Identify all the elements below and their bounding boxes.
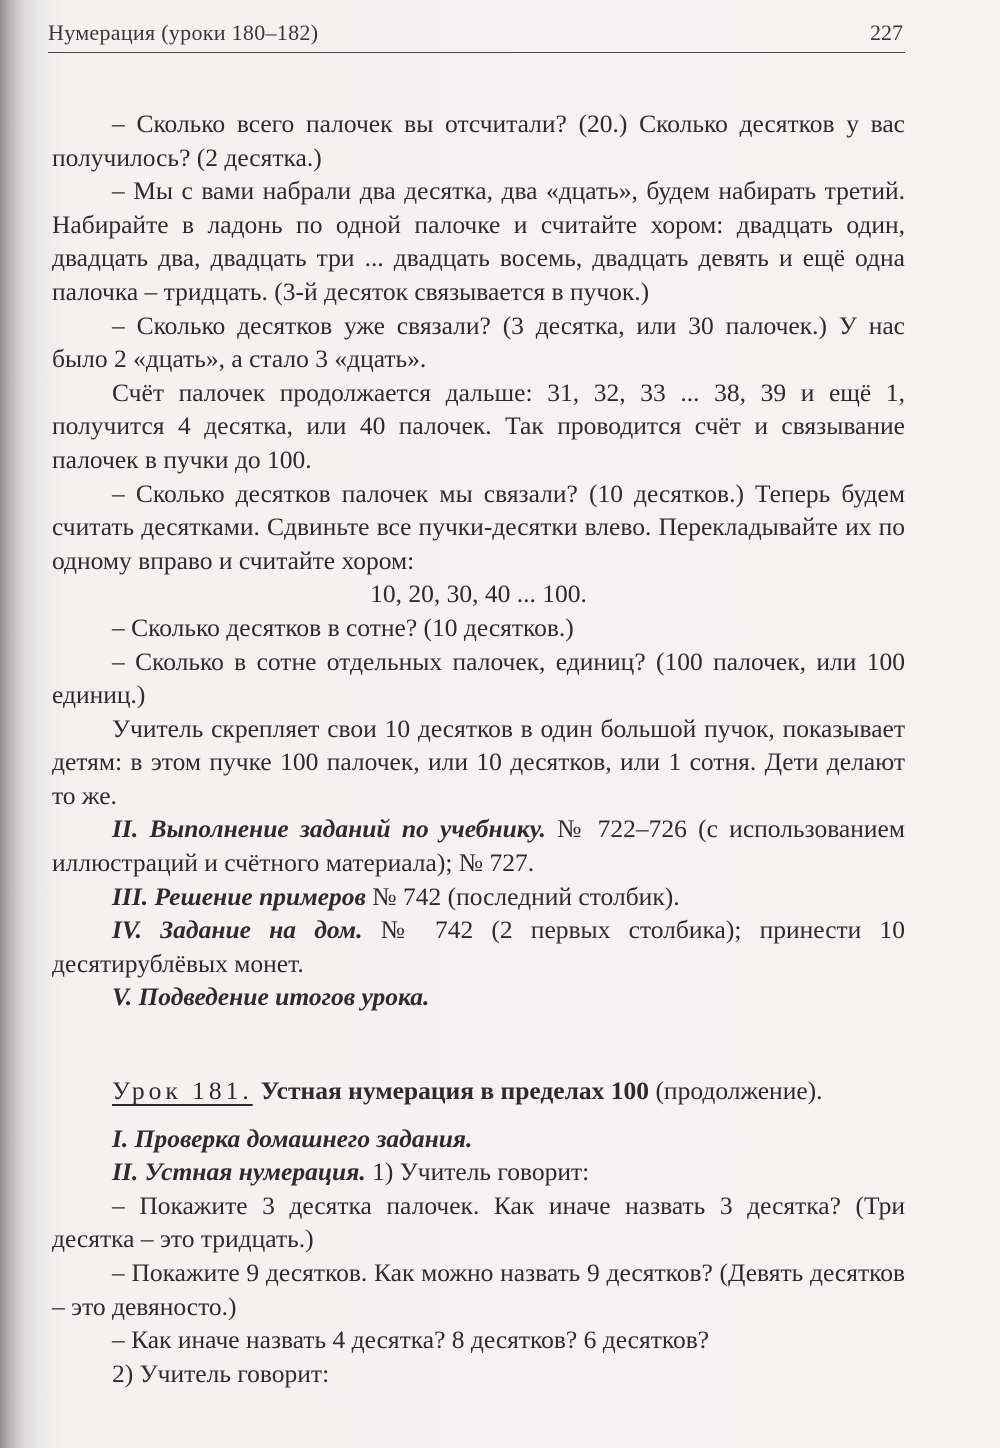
paragraph: – Сколько в сотне отдельных палочек, единиц? (100 палочек, или 100 единиц.) (52, 646, 905, 710)
paragraph: – Сколько всего палочек вы отсчитали? (20.) Сколько десятков у вас получилось? (2 десятка.) (52, 109, 905, 172)
paragraph: 2) Учитель говорит: (112, 1358, 330, 1388)
paragraph: – Сколько десятков уже связали? (3 десятка, или 30 палочек.) У нас было 2 «дцать», а стало 3 «дцать». (52, 310, 905, 374)
section-item (52, 980, 905, 1014)
lesson-title: Устная нумерация в пределах 100 (260, 1076, 650, 1106)
paragraph: Учитель скрепляет свои 10 десятков в один большой пучок, показывает детям: в этом пучке 100 палочек, или 10 десятков, или 1 сотня. Дети делают то же. (52, 713, 905, 810)
section-label: V. Подведение итогов урока. (112, 982, 430, 1012)
paragraph: Счёт палочек продолжается дальше: 31, 32, 33 ... 38, 39 и ещё 1, получится 4 десятка, или 40 палочек. Так проводится счёт и связывание палочек в пучки до 100. (52, 377, 905, 474)
section-label: II. Выполнение заданий по учебнику. (112, 814, 546, 844)
count-line: 10, 20, 30, 40 ... 100. (370, 579, 587, 609)
section-text: № 722–726 (с использованием иллюстраций и счётного материала); № 727. (52, 814, 905, 878)
page-number: 227 (870, 20, 903, 45)
section-text: 1) Учитель говорит: (365, 1157, 590, 1187)
section-item (52, 812, 905, 879)
section-item (52, 1122, 905, 1156)
section-label: III. Решение примеров (112, 881, 366, 911)
running-head (48, 18, 905, 53)
paragraph: – Мы с вами набрали два десятка, два «дцать», будем набирать третий. Набирайте в ладонь по одной палочке и считайте хором: двадцать один, двадцать два, двадцать три ... двадцать восемь, двадцать девять и ещё одна палочка – тридцать. (3-й десяток связывается в пучок.) (52, 176, 905, 306)
paragraph: – Как иначе назвать 4 десятка? 8 десятков? 6 десятков? (112, 1325, 710, 1355)
running-head-title: Нумерация (уроки 180–182) (48, 20, 319, 45)
lesson-subtitle: (продолжение). (649, 1076, 823, 1106)
section-label: I. Проверка домашнего задания. (112, 1123, 473, 1153)
paragraph: – Покажите 9 десятков. Как можно назвать 9 десятков? (Девять десятков – это девяносто.) (52, 1258, 905, 1321)
section-label: IV. Задание на дом. (112, 915, 363, 945)
paragraph: – Сколько десятков палочек мы связали? (10 десятков.) Теперь будем считать десятками. Сдвиньте все пучки-десятки влево. Перекладывайте их по одному вправо и считайте хором: (52, 478, 905, 575)
section-item (52, 880, 905, 914)
lesson-heading (52, 1074, 905, 1108)
section-label: II. Устная нумерация. (112, 1157, 366, 1187)
section-item (52, 1155, 905, 1189)
paragraph: – Сколько десятков в сотне? (10 десятков.) (112, 612, 574, 642)
paragraph: – Покажите 3 десятка палочек. Как иначе назвать 3 десятка? (Три десятка – это тридцать.) (52, 1190, 905, 1254)
section-item (52, 913, 905, 980)
section-text: № 742 (2 первых столбика); принести 10 десятирублёвых монет. (52, 915, 905, 978)
section-text: № 742 (последний столбик). (365, 881, 680, 911)
body-text (52, 107, 905, 1390)
lesson-label: Урок 181. (112, 1076, 253, 1106)
